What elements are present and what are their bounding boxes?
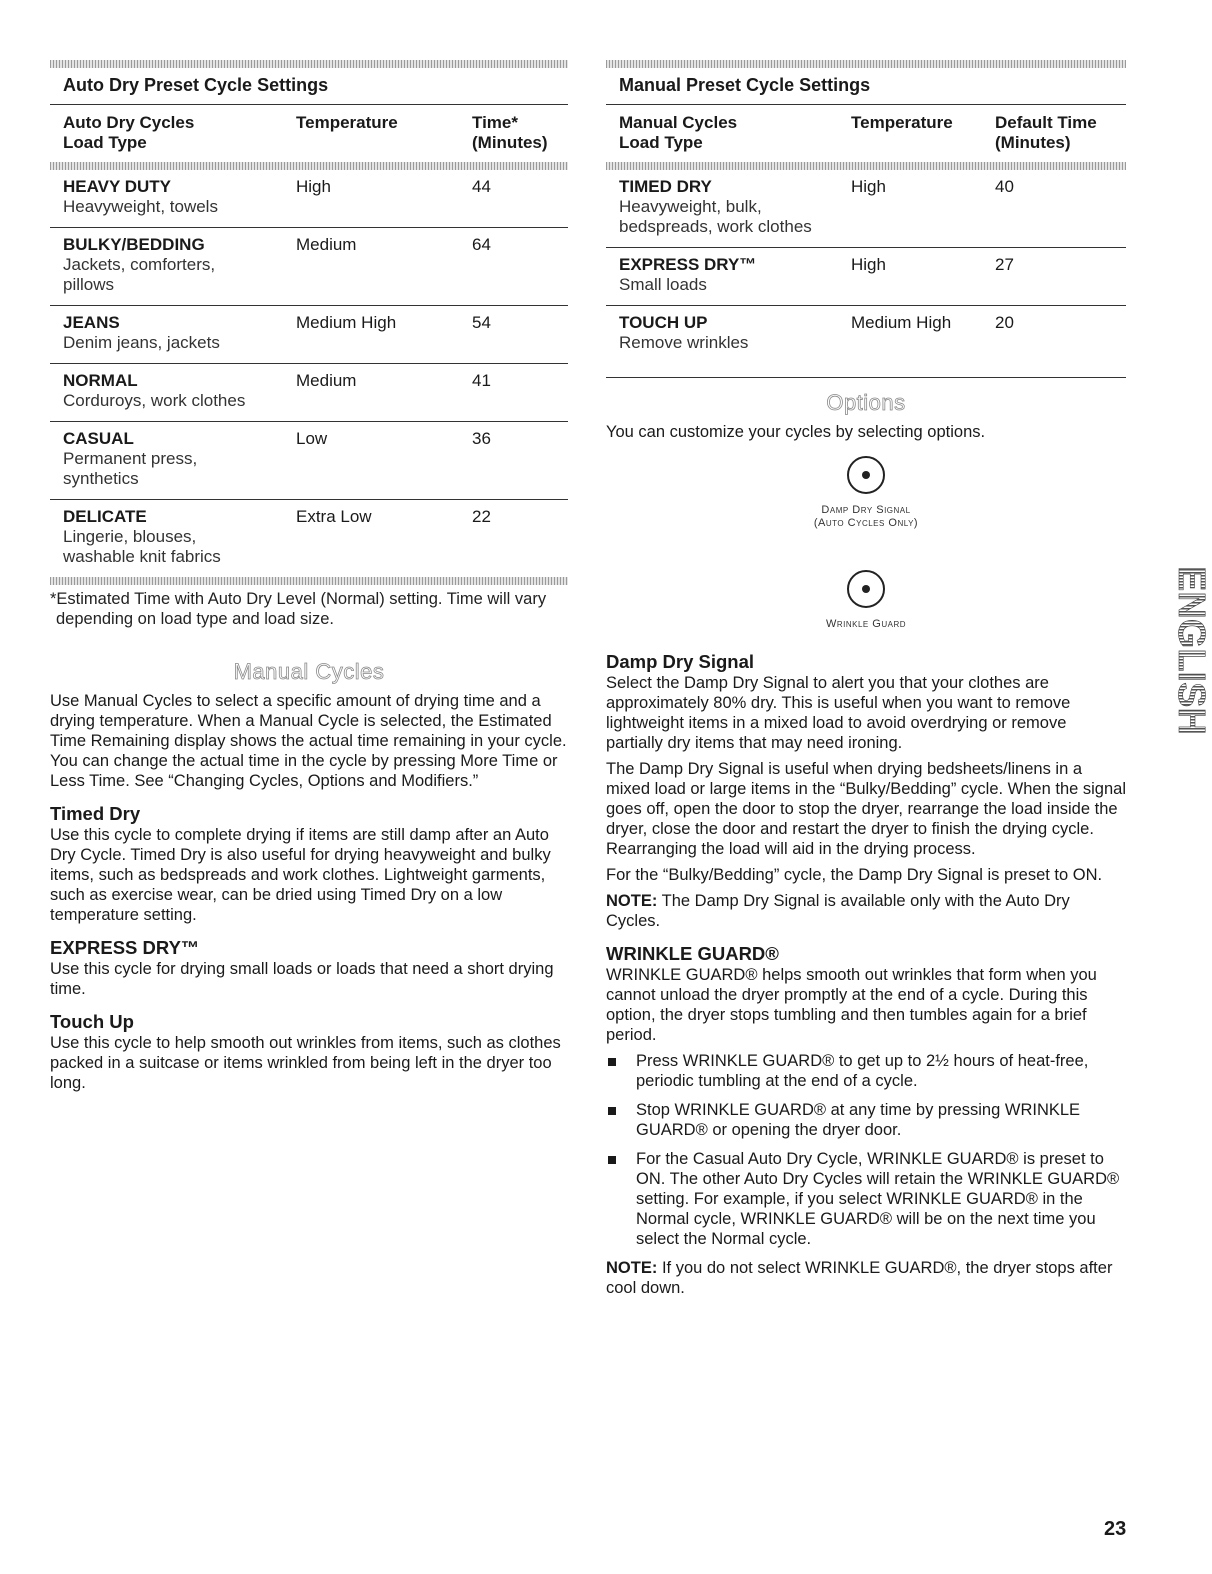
wrinkle-guard-p1: WRINKLE GUARD® helps smooth out wrinkles that form when you cannot unload the dryer promptly at the end of a cycle. During this option, the dryer stops tumbling and then tumbles again for a brief period. <box>606 966 1097 1044</box>
table-row: EXPRESS DRY™ Small loads High 27 <box>606 248 1126 306</box>
header-divider <box>50 162 568 170</box>
options-title: Options <box>826 390 906 415</box>
table-row: TOUCH UP Remove wrinkles Medium High 20 <box>606 306 1126 378</box>
wrinkle-guard-list <box>606 1051 1126 1249</box>
damp-dry-note: NOTE: The Damp Dry Signal is available only with the Auto Dry Cycles. <box>606 892 1070 930</box>
express-dry-heading: EXPRESS DRY™ <box>50 937 200 958</box>
header-divider <box>606 162 1126 170</box>
table-row: BULKY/BEDDING Jackets, comforters, pillows Medium 64 <box>50 228 568 306</box>
damp-dry-label: Damp Dry Signal <box>821 504 911 516</box>
damp-dry-p1: Select the Damp Dry Signal to alert you that your clothes are approximately 80% dry. This is useful when you want to remove lightweight items in a mixed load to avoid overdrying or remove partially dry items that may need ironing. <box>606 674 1071 752</box>
list-item: Press WRINKLE GUARD® to get up to 2½ hours of heat-free, periodic tumbling at the end of a cycle. <box>606 1051 1126 1091</box>
table-row: NORMAL Corduroys, work clothes Medium 41 <box>50 364 568 422</box>
manual-cycles-title: Manual Cycles <box>233 659 385 684</box>
right-column <box>606 60 1126 1304</box>
manual-table-header: Manual Cycles Load Type Temperature Default Time (Minutes) <box>619 113 1097 152</box>
table-row: TIMED DRY Heavyweight, bulk, bedspreads, work clothes High 40 <box>606 170 1126 248</box>
touch-up-heading: Touch Up <box>50 1011 134 1032</box>
wrinkle-guard-heading: WRINKLE GUARD® <box>606 943 779 964</box>
auto-table-header: Auto Dry Cycles Load Type Temperature Time* (Minutes) <box>63 113 548 152</box>
page-number: 23 <box>1104 1518 1127 1540</box>
table-row: DELICATE Lingerie, blouses, washable knit fabrics Extra Low 22 <box>63 507 491 566</box>
damp-dry-p3: For the “Bulky/Bedding” cycle, the Damp Dry Signal is preset to ON. <box>606 866 1103 884</box>
timed-dry-heading: Timed Dry <box>50 803 141 824</box>
table-bottom-rule <box>50 577 568 585</box>
wrinkle-guard-label: Wrinkle Guard <box>825 618 907 630</box>
manual-cycles-intro: Use Manual Cycles to select a specific amount of drying time and a drying temperature. When a Manual Cycle is selected, the Estimated Time Remaining display shows the actual time remaining in your cycle. You can change the actual time in the cycle by pressing More Time or Less Time. See “Changing Cycles, Options and Modifiers.” <box>50 692 567 790</box>
damp-dry-p2: The Damp Dry Signal is useful when drying bedsheets/linens in a mixed load or large items in the “Bulky/Bedding” cycle. When the signal goes off, open the door to stop the dryer, rearrange the load inside the dryer, close the door and restart the dryer to finish the drying cycle. Rearranging the load will aid in the drying process. <box>606 760 1126 858</box>
table-row: JEANS Denim jeans, jackets Medium High 54 <box>50 306 568 364</box>
language-side-tab <box>1150 566 1212 828</box>
auto-cycles-only-label: (Auto Cycles Only) <box>813 517 919 529</box>
wrinkle-guard-button-icon[interactable] <box>847 570 885 608</box>
wrinkle-guard-note: NOTE: If you do not select WRINKLE GUARD®, the dryer stops after cool down. <box>606 1259 1113 1297</box>
list-item: Stop WRINKLE GUARD® at any time by pressing WRINKLE GUARD® or opening the dryer door. <box>606 1100 1126 1140</box>
touch-up-text: Use this cycle to help smooth out wrinkles from items, such as clothes packed in a suitcase or items wrinkled from being left in the dryer too long. <box>50 1034 561 1092</box>
table-top-rule <box>50 60 568 68</box>
damp-dry-heading: Damp Dry Signal <box>606 651 755 672</box>
wrinkle-guard-option[interactable] <box>606 570 1126 631</box>
table-top-rule <box>606 60 1126 68</box>
express-dry-text: Use this cycle for drying small loads or loads that need a short drying time. <box>50 960 554 998</box>
table-footnote: *Estimated Time with Auto Dry Level (Normal) setting. Time will vary depending on load type and load size. <box>50 590 547 628</box>
damp-dry-signal-option[interactable] <box>606 456 1126 530</box>
timed-dry-text: Use this cycle to complete drying if items are still damp after an Auto Dry Cycle. Timed Dry is also useful for drying heavyweight and bulky items, such as bedspreads and work clothes. Lightweight garments, such as exercise wear, can be dried using Timed Dry on a low temperature setting. <box>50 826 551 924</box>
manual-table-title: Manual Preset Cycle Settings <box>606 68 1126 105</box>
damp-dry-button-icon[interactable] <box>847 456 885 494</box>
auto-table-title: Auto Dry Preset Cycle Settings <box>50 68 568 105</box>
side-tab-text: ENGLISH <box>1170 566 1212 735</box>
table-row: HEAVY DUTY Heavyweight, towels High 44 <box>50 170 568 228</box>
list-item: For the Casual Auto Dry Cycle, WRINKLE GUARD® is preset to ON. The other Auto Dry Cycles will retain the WRINKLE GUARD® setting. For example, if you select WRINKLE GUARD® in the Normal cycle, WRINKLE GUARD® will be on the next time you select the Normal cycle. <box>606 1149 1126 1249</box>
table-row: CASUAL Permanent press, synthetics Low 36 <box>50 422 568 500</box>
left-column <box>50 60 568 1099</box>
options-intro: You can customize your cycles by selecting options. <box>606 423 986 441</box>
